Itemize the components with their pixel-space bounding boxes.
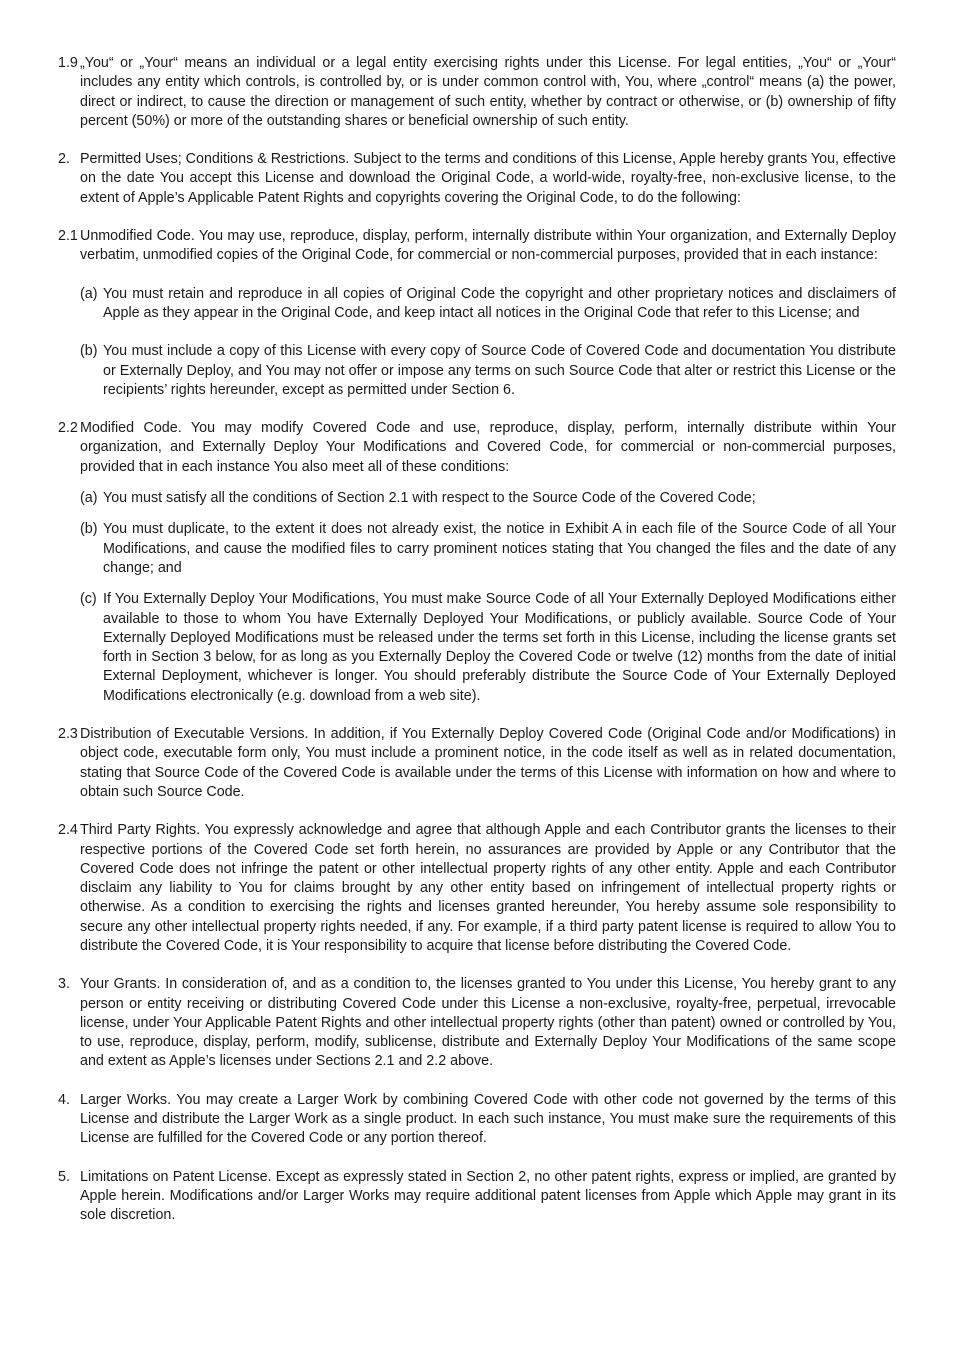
clause-text: Limitations on Patent License. Except as expressly stated in Section 2, no other patent rights, express or implied, are granted by Apple herein. Modifications and/or Larger Works may require additional patent licenses from Apple which Apple may grant in its sole discretion. (80, 1168, 896, 1224)
subclause-letter: (b) (80, 343, 98, 360)
clause-5 (58, 1168, 896, 1226)
clause-text: Larger Works. You may create a Larger Work by combining Covered Code with other code not governed by the terms of this License and distribute the Larger Work as a single product. In each such instance, You must make sure the requirements of this License are fulfilled for the Covered Code or any portion thereof. (80, 1091, 896, 1147)
clause-text: Modified Code. You may modify Covered Code and use, reproduce, display, perform, internally distribute within Your organization, and Externally Deploy Your Modifications and Covered Code, for commercial or non-commercial purposes, provided that in each instance You also meet all of these conditions: (80, 420, 896, 475)
subclause-text: You must retain and reproduce in all copies of Original Code the copyright and other proprietary notices and disclaimers of Apple as they appear in the Original Code, and keep intact all notices in the Original Code that refer to this License; and (103, 285, 896, 321)
clause-2-2 (58, 419, 896, 477)
license-page (58, 54, 896, 1245)
subclause-text: You must duplicate, to the extent it does not already exist, the notice in Exhibit A in each file of the Source Code of all Your Modifications, and cause the modified files to carry prominent notices stating that You changed the files and the date of any change; and (103, 521, 896, 576)
subclause-letter: (c) (80, 591, 97, 608)
clause-1-9 (58, 54, 896, 131)
clause-number: 3. (58, 976, 70, 993)
clause-number: 4. (58, 1091, 70, 1108)
clause-2-1 (58, 227, 896, 266)
clause-number: 2. (58, 151, 70, 168)
subclause-2-2-b (80, 520, 896, 578)
clause-number: 2.3 (58, 726, 78, 743)
subclause-text: If You Externally Deploy Your Modifications, You must make Source Code of all Your Externally Deployed Modifications either available to those to whom You have Externally Deployed Your Modifications, or publicly available. Source Code of Your Externally Deployed Modifications must be released under the terms set forth in this License, including the license grants set forth in Section 3 below, for as long as you Externally Deploy the Covered Code or twelve (12) months from the date of initial External Deployment, whichever is longer. You should preferably distribute the Source Code of Your Externally Deployed Modifications electronically (e.g. download from a web site). (103, 591, 896, 704)
clause-2-3 (58, 725, 896, 802)
subclause-letter: (a) (80, 490, 98, 507)
subclause-letter: (a) (80, 285, 98, 302)
subclause-2-1-b (80, 342, 896, 400)
subclause-2-2-c (80, 590, 896, 706)
subclause-text: You must include a copy of this License with every copy of Source Code of Covered Code and documentation You distribute or Externally Deploy, and You may not offer or impose any terms on such Source Code that alter or restrict this License or the recipients’ rights hereunder, except as permitted under Section 6. (103, 343, 896, 398)
clause-text: Permitted Uses; Conditions & Restrictions. Subject to the terms and conditions of this License, Apple hereby grants You, effective on the date You accept this License and download the Original Code, a world-wide, royalty-free, non-exclusive license, to the extent of Apple’s Applicable Patent Rights and copyrights covering the Original Code, to do the following: (80, 151, 896, 206)
clause-number: 2.1 (58, 228, 78, 245)
clause-text: Third Party Rights. You expressly acknowledge and agree that although Apple and each Contributor grants the licenses to their respective portions of the Covered Code set forth herein, no assurances are provided by Apple or any Contributor that the Covered Code does not infringe the patent or other intellectual property rights of any other entity. Apple and each Contributor disclaim any liability to You for claims brought by any other entity based on infringement of intellectual property rights or otherwise. As a condition to exercising the rights and licenses granted hereunder, You hereby assume sole responsibility to secure any other intellectual property rights needed, if any. For example, if a third party patent license is required to allow You to distribute the Covered Code, it is Your responsibility to acquire that license before distributing the Covered Code. (80, 822, 896, 954)
clause-text: Distribution of Executable Versions. In addition, if You Externally Deploy Covered Code (Original Code and/or Modifications) in object code, executable form only, You must include a prominent notice, in the code itself as well as in related documentation, stating that Source Code of the Covered Code is available under the terms of this License with information on how and where to obtain such Source Code. (80, 726, 896, 800)
clause-4 (58, 1091, 896, 1149)
clause-number: 2.4 (58, 822, 78, 839)
clause-number: 1.9 (58, 55, 78, 71)
clause-text: Unmodified Code. You may use, reproduce, display, perform, internally distribute within Your organization, and Externally Deploy verbatim, unmodified copies of the Original Code, for commercial or non-commercial purposes, provided that in each instance: (80, 228, 896, 264)
clause-2 (58, 150, 896, 208)
clause-number: 2.2 (58, 420, 78, 437)
clause-text: „You“ or „Your“ means an individual or a legal entity exercising rights under this License. For legal entities, „You“ or „Your“ includes any entity which controls, is controlled by, or is under common control with, You, where „control“ means (a) the power, direct or indirect, to cause the direction or management of such entity, whether by contract or otherwise, or (b) ownership of fifty percent (50%) or more of the outstanding shares or beneficial ownership of such entity. (80, 55, 896, 129)
clause-2-4 (58, 821, 896, 956)
clause-text: Your Grants. In consideration of, and as a condition to, the licenses granted to You under this License, You hereby grant to any person or entity receiving or distributing Covered Code under this License a non-exclusive, royalty-free, perpetual, irrevocable license, under Your Applicable Patent Rights and other intellectual property rights (other than patent) owned or controlled by You, to use, reproduce, display, perform, modify, sublicense, distribute and Externally Deploy Your Modifications of the same scope and extent as Apple’s licenses under Sections 2.1 and 2.2 above. (80, 976, 896, 1070)
clause-3 (58, 975, 896, 1071)
subclause-letter: (b) (80, 521, 98, 538)
subclause-2-1-a (80, 285, 896, 324)
subclause-2-2-a (80, 489, 896, 508)
clause-number: 5. (58, 1168, 70, 1185)
subclause-text: You must satisfy all the conditions of Section 2.1 with respect to the Source Code of the Covered Code; (103, 490, 756, 507)
